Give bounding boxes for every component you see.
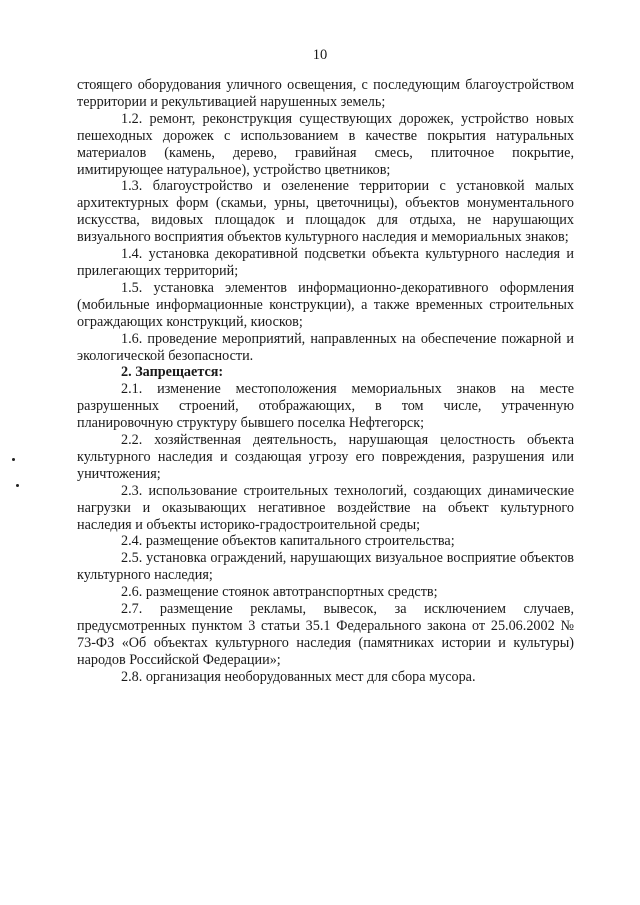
list-item-1-3: 1.3. благоустройство и озеленение территории с установкой малых архитектурных форм (скамьи, урны, цветочницы), объектов монументального искусства, видовых площадок и площадок для отдыха, не нарушающих визуального восприятия объектов культурного наследия и мемориальных знаков; bbox=[77, 178, 574, 246]
scan-margin-mark bbox=[12, 458, 15, 461]
list-item-1-4: 1.4. установка декоративной подсветки объекта культурного наследия и прилегающих территорий; bbox=[77, 246, 574, 279]
document-body bbox=[77, 77, 574, 686]
list-item-2-2: 2.2. хозяйственная деятельность, нарушающая целостность объекта культурного наследия и создающая угрозу его повреждения, разрушения или уничтожения; bbox=[77, 432, 574, 482]
list-item-2-7: 2.7. размещение рекламы, вывесок, за исключением случаев, предусмотренных пунктом 3 статьи 35.1 Федерального закона от 25.06.2002 № 73-ФЗ «Об объектах культурного наследия (памятниках истории и культуры) народов Российской Федерации»; bbox=[77, 601, 574, 668]
list-item-1-5: 1.5. установка элементов информационно-декоративного оформления (мобильные информационные конструкции), а также временных строительных ограждающих конструкций, киосков; bbox=[77, 279, 574, 330]
list-item-2-1: 2.1. изменение местоположения мемориальных знаков на месте разрушенных строений, отображающих, в том числе, утраченную планировочную структуру бывшего поселка Нефтегорск; bbox=[77, 381, 574, 432]
list-item-1-6: 1.6. проведение мероприятий, направленных на обеспечение пожарной и экологической безопасности. bbox=[77, 330, 574, 364]
list-item-2-4: 2.4. размещение объектов капитального строительства; bbox=[121, 533, 455, 550]
list-item-1-2: 1.2. ремонт, реконструкция существующих дорожек, устройство новых пешеходных дорожек с использованием в качестве покрытия натуральных материалов (камень, дерево, гравийная смесь, плиточное покрытие, имитирующее натуральное), устройство цветников; bbox=[77, 110, 574, 178]
list-item-2-5: 2.5. установка ограждений, нарушающих визуальное восприятие объектов культурного наследия; bbox=[77, 550, 574, 584]
section-heading-prohibited: 2. Запрещается: bbox=[121, 364, 224, 381]
list-item-2-8: 2.8. организация необорудованных мест для сбора мусора. bbox=[121, 668, 476, 685]
list-item-2-6: 2.6. размещение стоянок автотранспортных средств; bbox=[121, 584, 438, 601]
scan-margin-mark bbox=[16, 484, 19, 487]
list-item-2-3: 2.3. использование строительных технологий, создающих динамические нагрузки и оказывающих негативное воздействие на объект культурного наследия и объекты историко-градостроительной среды; bbox=[77, 482, 574, 533]
page-number: 10 bbox=[312, 47, 328, 63]
continued-paragraph: стоящего оборудования уличного освещения, с последующим благоустройством территории и рекультивацией нарушенных земель; bbox=[77, 77, 574, 110]
